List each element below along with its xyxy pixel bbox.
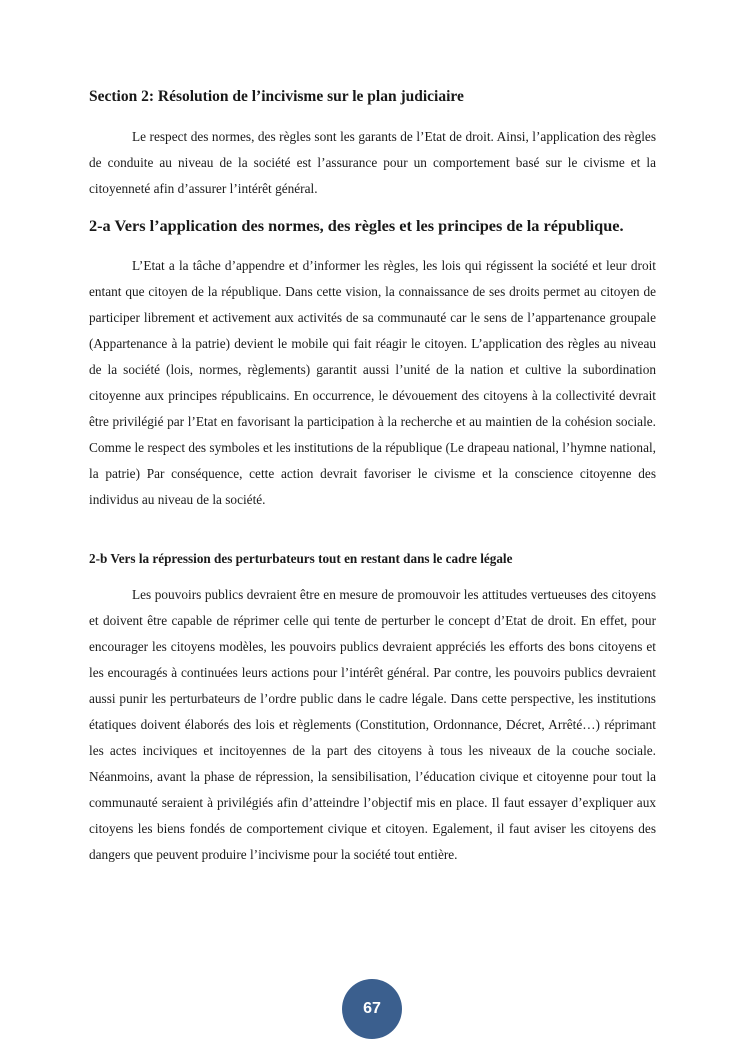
subsection-a-paragraph: L’Etat a la tâche d’appendre et d’informer les règles, les lois qui régissent la société et leur droit entant que citoyen de la république. Dans cette vision, la connaissance de ses droits permet au citoyen de participer librement et activement aux activités de sa communauté car le sens de l’appartenance groupale (Appartenance à la patrie) devient le mobile qui fait réagir le citoyen. L’application des règles au niveau de la société (lois, normes, règlements) garantit aussi l’unité de la nation et cultive la subordination citoyenne aux principes républicains. En occurrence, le dévouement des citoyens à la collectivité devrait être privilégié par l’Etat en favorisant la participation à la recherche et au maintien de la cohésion sociale. Comme le respect des symboles et les institutions de la république (Le drapeau national, l’hymne national, la patrie) Par conséquence, cette action devrait favoriser le civisme et la conscience citoyenne des individus au niveau de la société. [89, 258, 656, 507]
subsection-b-paragraph: Les pouvoirs publics devraient être en mesure de promouvoir les attitudes vertueuses des citoyens et doivent être capable de réprimer celle qui tente de perturber le concept d’Etat de droit. En effet, pour encourager les citoyens modèles, les pouvoirs publics devraient appréciés les efforts des bons citoyens et les encouragés à continuées leurs actions pour l’intérêt général. Par contre, les pouvoirs publics devraient aussi punir les perturbateurs de l’ordre public dans le cadre légale. Dans cette perspective, les institutions étatiques doivent élaborés des lois et règlements (Constitution, Ordonnance, Décret, Arrêté…) réprimant les actes inciviques et incitoyennes de la part des citoyens à tous les niveaux de la couche sociale. Néanmoins, avant la phase de répression, la sensibilisation, l’éducation civique et citoyenne pour tout la communauté seraient à privilégiés afin d’atteindre l’objectif mis en place. Il faut essayer d’expliquer aux citoyens les biens fondés de comportement civique et citoyen. Egalement, il faut aviser les citoyens des dangers que peuvent produire l’incivisme pour la société tout entière. [89, 587, 656, 862]
subsection-b-heading: 2-b Vers la répression des perturbateurs tout en restant dans le cadre légale [89, 551, 513, 566]
section-heading: Section 2: Résolution de l’incivisme sur le plan judiciaire [89, 88, 464, 105]
section-intro-paragraph: Le respect des normes, des règles sont les garants de l’Etat de droit. Ainsi, l’application des règles de conduite au niveau de la société est l’assurance pour un comportement basé sur le civisme et la citoyenneté afin d’assurer l’intérêt général. [89, 129, 656, 196]
subsection-a-heading: 2-a Vers l’application des normes, des règles et les principes de la république. [89, 216, 624, 235]
page-number-badge: 67 [342, 979, 402, 1039]
